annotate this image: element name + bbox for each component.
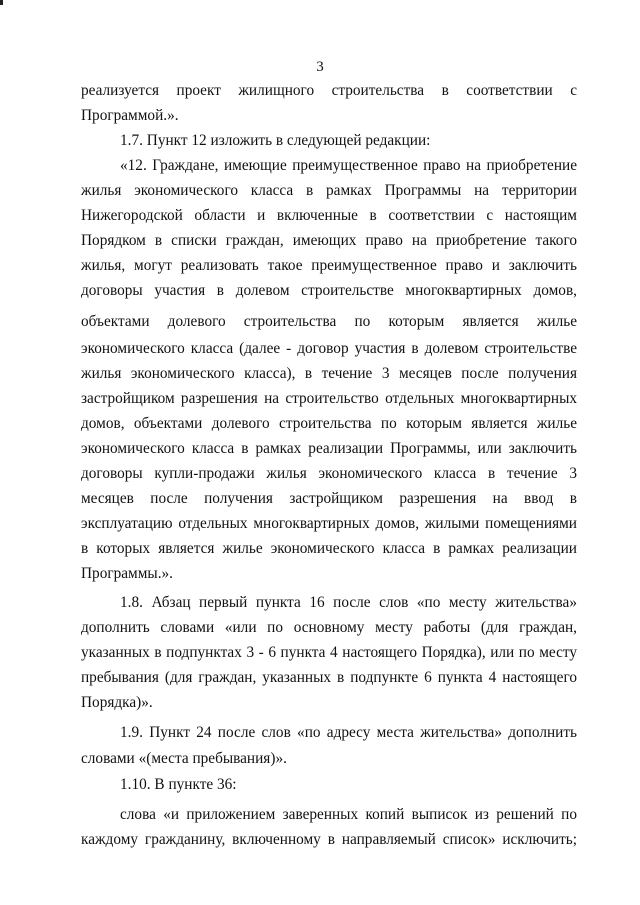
document-line: 1.9. Пункт 24 после слов «по адресу места жительства» дополнить <box>120 724 577 741</box>
document-line: домов, объектами долевого строительства по которым является жилье <box>81 415 577 432</box>
document-line: экономического класса в рамках реализации Программы, или заключить <box>81 440 577 457</box>
document-line: 1.8. Абзац первый пункта 16 после слов «по месту жительства» <box>120 594 577 611</box>
document-line: жилья, могут реализовать такое преимущественное право и заключить <box>81 257 577 274</box>
document-line: указанных в подпунктах 3 - 6 пункта 4 настоящего Порядка), или по месту <box>81 644 577 661</box>
document-line: Нижегородской области и включенные в соответствии с настоящим <box>81 207 577 224</box>
document-line: дополнить словами «или по основному месту работы (для граждан, <box>81 619 577 636</box>
document-line: объектами долевого строительства по которым является жилье <box>81 313 577 330</box>
document-line: словами «(места пребывания)». <box>81 750 287 767</box>
page-number: 3 <box>316 59 324 75</box>
document-line: каждому гражданину, включенному в направляемый список» исключить; <box>81 831 577 848</box>
document-line: месяцев после получения застройщиком разрешения на ввод в <box>81 490 577 507</box>
document-line: застройщиком разрешения на строительство отдельных многоквартирных <box>81 390 577 407</box>
scan-corner-mark <box>0 0 3 5</box>
document-line: жилья экономического класса), в течение 3 месяцев после получения <box>81 365 577 382</box>
document-line: жилья экономического класса в рамках Программы на территории <box>81 182 577 199</box>
document-line: «12. Граждане, имеющие преимущественное право на приобретение <box>120 157 577 174</box>
document-line: реализуется проект жилищного строительства в соответствии с <box>81 82 577 99</box>
document-line: договоры купли-продажи жилья экономического класса в течение 3 <box>81 465 577 482</box>
document-line: слова «и приложением заверенных копий выписок из решений по <box>120 806 577 823</box>
document-line: 1.7. Пункт 12 изложить в следующей редакции: <box>120 132 431 149</box>
document-line: эксплуатацию отдельных многоквартирных домов, жилыми помещениями <box>81 515 577 532</box>
document-line: экономического класса (далее - договор участия в долевом строительстве <box>81 340 577 357</box>
document-line: пребывания (для граждан, указанных в подпункте 6 пункта 4 настоящего <box>81 669 577 686</box>
document-line: договоры участия в долевом строительстве многоквартирных домов, <box>81 282 577 299</box>
document-line: 1.10. В пункте 36: <box>120 776 237 793</box>
document-line: Порядка)». <box>81 694 153 711</box>
document-line: в которых является жилье экономического класса в рамках реализации <box>81 540 577 557</box>
document-line: Порядком в списки граждан, имеющих право на приобретение такого <box>81 232 577 249</box>
document-line: Программы.». <box>81 565 173 582</box>
document-line: Программой.». <box>81 107 179 124</box>
